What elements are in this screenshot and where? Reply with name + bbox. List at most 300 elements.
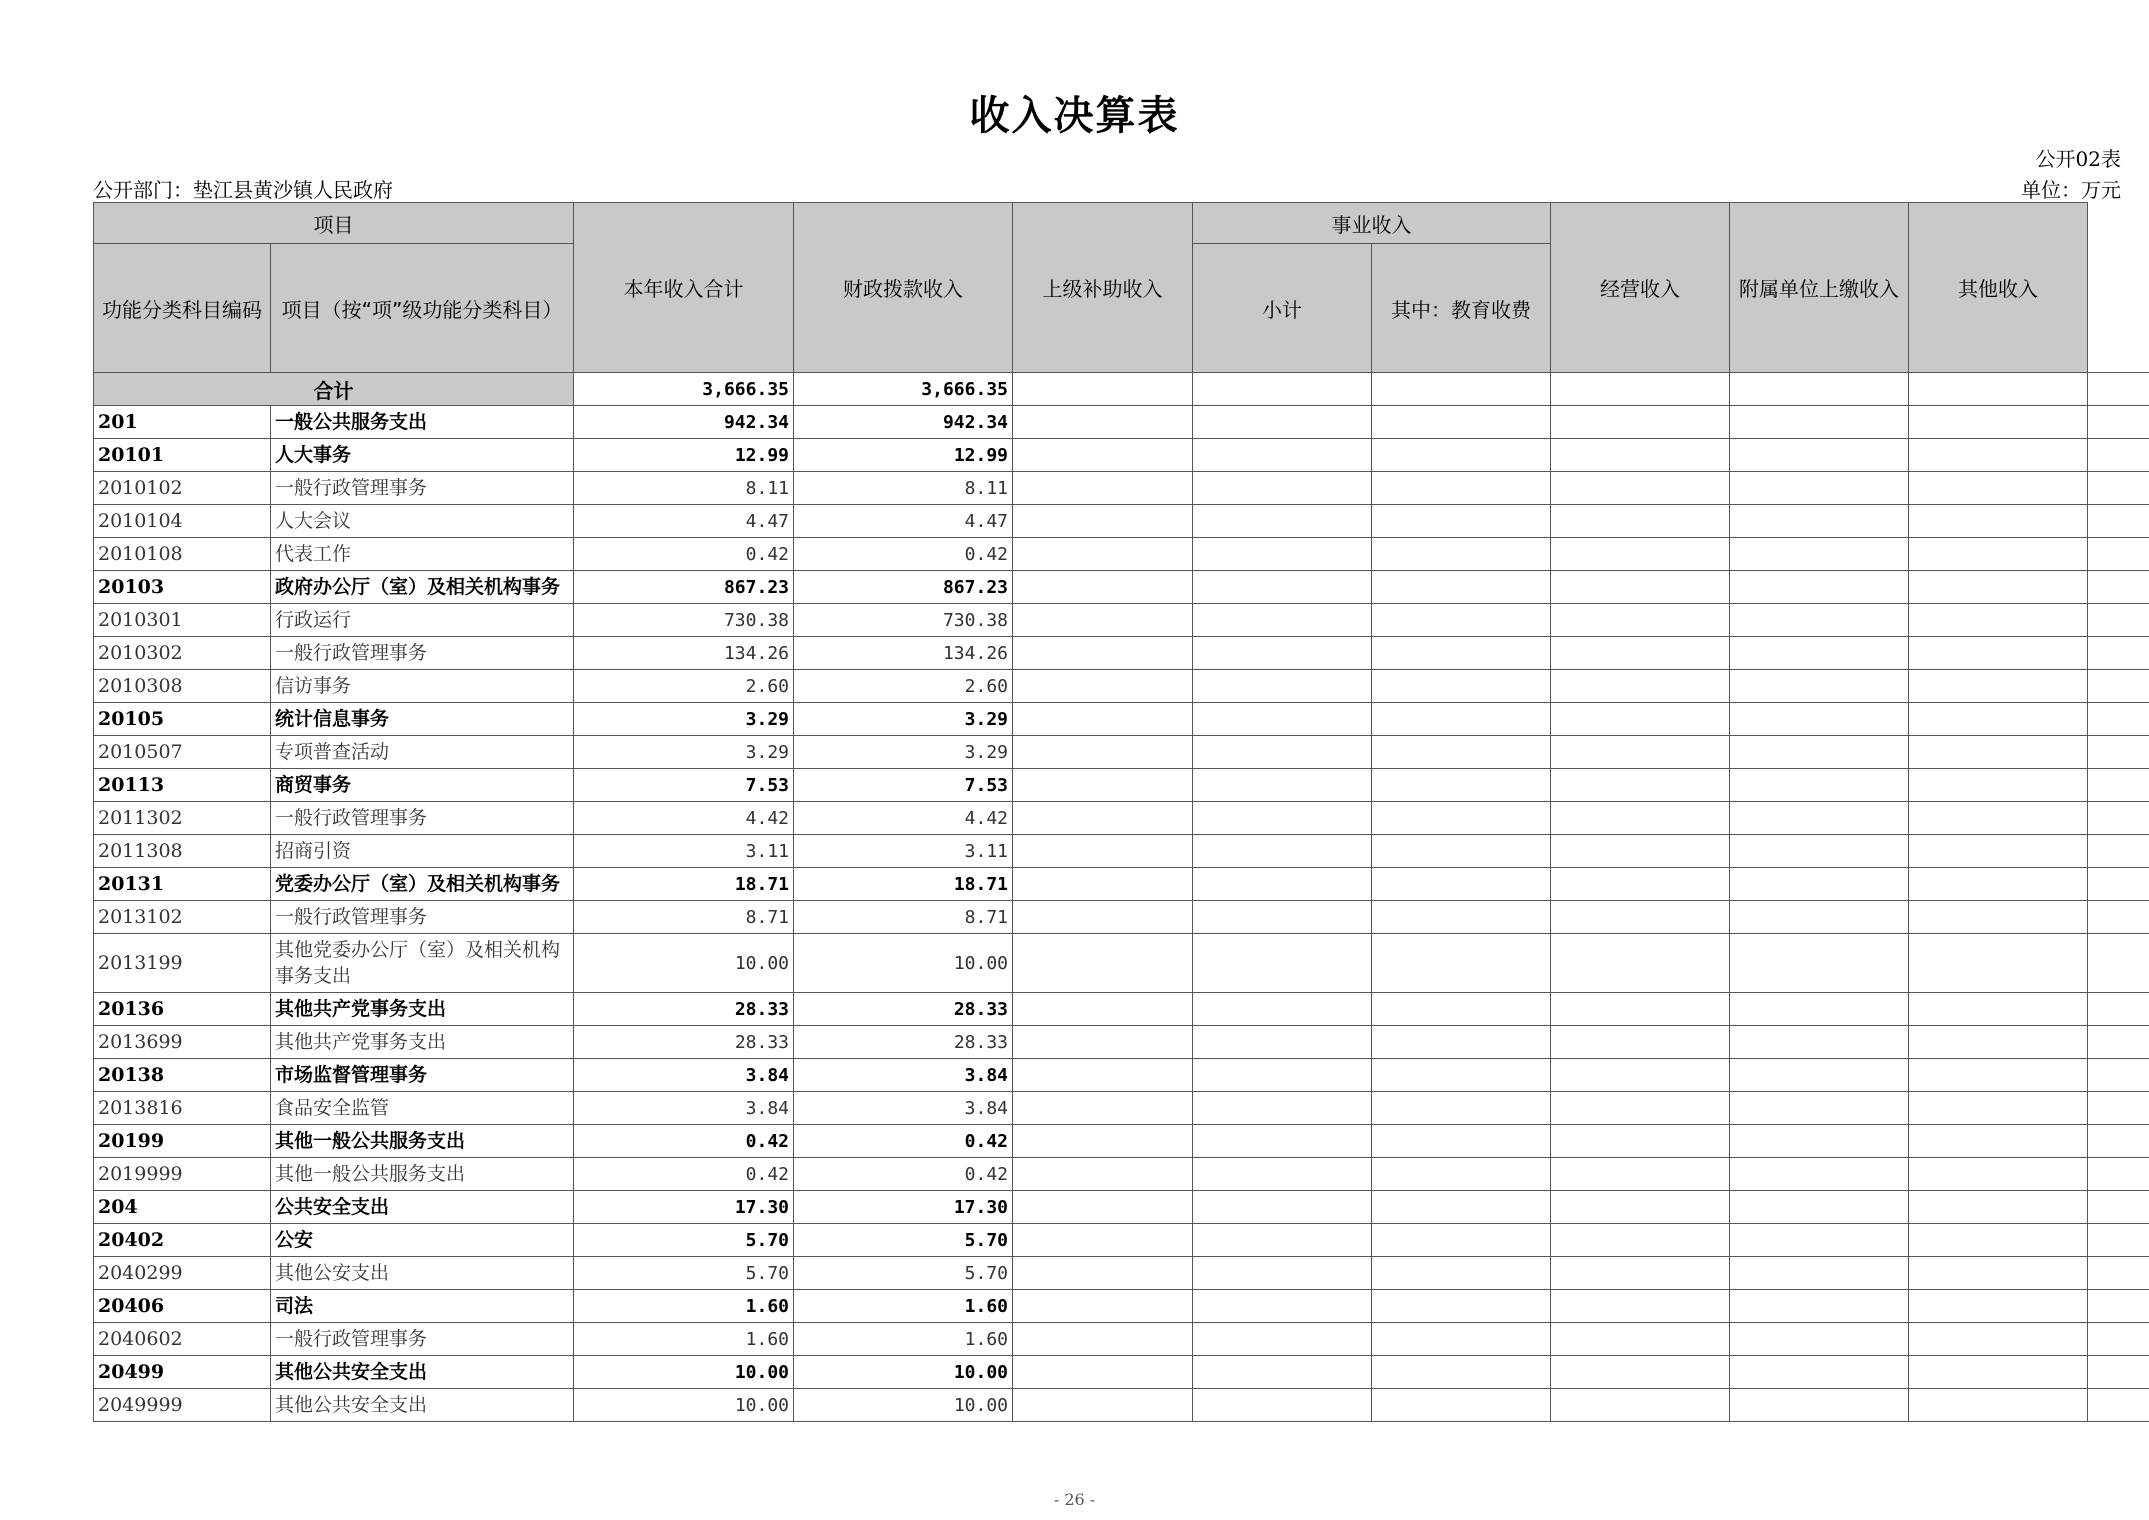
empty-cell	[2088, 835, 2149, 868]
empty-cell	[1551, 472, 1730, 505]
empty-cell	[1730, 670, 1909, 703]
empty-cell	[1730, 802, 1909, 835]
empty-cell	[1013, 538, 1193, 571]
empty-cell	[1193, 1224, 1372, 1257]
empty-cell	[1551, 1389, 1730, 1422]
empty-cell	[1551, 901, 1730, 934]
row-total: 0.42	[574, 1125, 794, 1158]
empty-cell	[1909, 1125, 2088, 1158]
row-fiscal: 730.38	[794, 604, 1013, 637]
table-row	[94, 1356, 2149, 1389]
row-total: 4.42	[574, 802, 794, 835]
empty-cell	[1193, 637, 1372, 670]
empty-cell	[1372, 1290, 1551, 1323]
empty-cell	[1372, 571, 1551, 604]
header-operating: 经营收入	[1551, 203, 1730, 373]
empty-cell	[1193, 1158, 1372, 1191]
table-row	[94, 1125, 2149, 1158]
row-name: 商贸事务	[271, 769, 574, 802]
empty-cell	[1193, 472, 1372, 505]
empty-cell	[1909, 406, 2088, 439]
table-row	[94, 670, 2149, 703]
empty-cell	[1909, 1290, 2088, 1323]
empty-cell	[1730, 637, 1909, 670]
empty-cell	[1013, 1257, 1193, 1290]
empty-cell	[1013, 1224, 1193, 1257]
empty-cell	[2088, 1092, 2149, 1125]
row-code: 2011308	[94, 835, 271, 868]
empty-cell	[1730, 1224, 1909, 1257]
row-fiscal: 18.71	[794, 868, 1013, 901]
row-total: 0.42	[574, 1158, 794, 1191]
empty-cell	[1730, 736, 1909, 769]
empty-cell	[1730, 1323, 1909, 1356]
row-fiscal: 17.30	[794, 1191, 1013, 1224]
empty-cell	[2088, 604, 2149, 637]
empty-cell	[1013, 769, 1193, 802]
page-title: 收入决算表	[969, 93, 1180, 139]
empty-cell	[1193, 538, 1372, 571]
row-total: 867.23	[574, 571, 794, 604]
row-fiscal: 0.42	[794, 1125, 1013, 1158]
total-amount: 3,666.35	[574, 373, 794, 406]
row-name: 其他一般公共服务支出	[271, 1125, 574, 1158]
row-name: 行政运行	[271, 604, 574, 637]
row-total: 5.70	[574, 1224, 794, 1257]
empty-cell	[1193, 1125, 1372, 1158]
header-code: 功能分类科目编码	[94, 244, 271, 373]
empty-cell	[1013, 1026, 1193, 1059]
row-code: 2013199	[94, 934, 271, 993]
row-fiscal: 7.53	[794, 769, 1013, 802]
row-fiscal: 28.33	[794, 993, 1013, 1026]
table-row	[94, 769, 2149, 802]
row-name: 其他一般公共服务支出	[271, 1158, 574, 1191]
empty-cell	[2088, 1158, 2149, 1191]
table-row	[94, 901, 2149, 934]
empty-cell	[1551, 604, 1730, 637]
empty-cell	[2088, 868, 2149, 901]
table-row	[94, 505, 2149, 538]
empty-cell	[2088, 1191, 2149, 1224]
empty-cell	[1551, 1257, 1730, 1290]
empty-cell	[1909, 538, 2088, 571]
empty-cell	[2088, 538, 2149, 571]
empty-cell	[1013, 868, 1193, 901]
empty-cell	[1013, 1125, 1193, 1158]
row-total: 1.60	[574, 1323, 794, 1356]
row-name: 公安	[271, 1224, 574, 1257]
empty-cell	[1193, 802, 1372, 835]
empty-cell	[1551, 1092, 1730, 1125]
empty-cell	[1909, 934, 2088, 993]
empty-cell	[1013, 604, 1193, 637]
empty-cell	[1551, 439, 1730, 472]
empty-cell	[1013, 406, 1193, 439]
row-fiscal: 5.70	[794, 1224, 1013, 1257]
row-total: 8.11	[574, 472, 794, 505]
empty-cell	[1193, 1026, 1372, 1059]
row-code: 2013102	[94, 901, 271, 934]
empty-cell	[1909, 637, 2088, 670]
empty-cell	[1730, 703, 1909, 736]
table-row	[94, 1224, 2149, 1257]
empty-cell	[1013, 703, 1193, 736]
row-total: 28.33	[574, 1026, 794, 1059]
empty-cell	[1730, 1257, 1909, 1290]
empty-cell	[2088, 769, 2149, 802]
row-fiscal: 3.29	[794, 703, 1013, 736]
row-name: 政府办公厅（室）及相关机构事务	[271, 571, 574, 604]
row-name: 人大事务	[271, 439, 574, 472]
row-fiscal: 867.23	[794, 571, 1013, 604]
row-total: 17.30	[574, 1191, 794, 1224]
row-total: 28.33	[574, 993, 794, 1026]
row-name: 食品安全监管	[271, 1092, 574, 1125]
empty-cell	[1372, 835, 1551, 868]
empty-cell	[1372, 868, 1551, 901]
header-education: 其中：教育收费	[1372, 244, 1551, 373]
row-code: 20131	[94, 868, 271, 901]
empty-cell	[1013, 1191, 1193, 1224]
empty-cell	[1193, 736, 1372, 769]
empty-cell	[1372, 1125, 1551, 1158]
row-fiscal: 2.60	[794, 670, 1013, 703]
empty-cell	[1909, 993, 2088, 1026]
row-total: 3.84	[574, 1092, 794, 1125]
row-name: 一般行政管理事务	[271, 901, 574, 934]
empty-cell	[1730, 1125, 1909, 1158]
empty-cell	[1193, 1323, 1372, 1356]
row-fiscal: 3.84	[794, 1092, 1013, 1125]
empty-cell	[1193, 901, 1372, 934]
empty-cell	[2088, 934, 2149, 993]
empty-cell	[1372, 769, 1551, 802]
empty-cell	[1013, 802, 1193, 835]
empty-cell	[1909, 1092, 2088, 1125]
empty-cell	[1372, 1059, 1551, 1092]
table-row	[94, 637, 2149, 670]
row-name: 信访事务	[271, 670, 574, 703]
empty-cell	[1193, 604, 1372, 637]
empty-cell	[1193, 406, 1372, 439]
header-total: 本年收入合计	[574, 203, 794, 373]
empty-cell	[1730, 505, 1909, 538]
empty-cell	[1551, 802, 1730, 835]
table-row	[94, 1257, 2149, 1290]
empty-cell	[1193, 571, 1372, 604]
empty-cell	[1730, 604, 1909, 637]
table-row	[94, 1026, 2149, 1059]
row-total: 0.42	[574, 538, 794, 571]
total-fiscal: 3,666.35	[794, 373, 1013, 406]
empty-cell	[2088, 802, 2149, 835]
empty-cell	[1551, 1158, 1730, 1191]
empty-cell	[1013, 901, 1193, 934]
row-name: 一般行政管理事务	[271, 1323, 574, 1356]
empty-cell	[1193, 1092, 1372, 1125]
row-total: 730.38	[574, 604, 794, 637]
table-row	[94, 1092, 2149, 1125]
empty-cell	[2088, 703, 2149, 736]
table-row	[94, 439, 2149, 472]
row-code: 2013699	[94, 1026, 271, 1059]
empty-cell	[2088, 1224, 2149, 1257]
header-subtotal: 小计	[1193, 244, 1372, 373]
empty-cell	[1730, 406, 1909, 439]
empty-cell	[1909, 1356, 2088, 1389]
empty-cell	[1372, 1158, 1551, 1191]
row-fiscal: 1.60	[794, 1290, 1013, 1323]
empty-cell	[1193, 703, 1372, 736]
empty-cell	[1193, 934, 1372, 993]
row-fiscal: 28.33	[794, 1026, 1013, 1059]
row-fiscal: 10.00	[794, 1389, 1013, 1422]
row-fiscal: 8.71	[794, 901, 1013, 934]
row-total: 942.34	[574, 406, 794, 439]
table-row	[94, 835, 2149, 868]
empty-cell	[1193, 769, 1372, 802]
empty-cell	[1193, 670, 1372, 703]
empty-cell	[2088, 1389, 2149, 1422]
row-fiscal: 942.34	[794, 406, 1013, 439]
row-total: 12.99	[574, 439, 794, 472]
empty-cell	[2088, 993, 2149, 1026]
row-code: 2010102	[94, 472, 271, 505]
empty-cell	[1372, 637, 1551, 670]
empty-cell	[1551, 406, 1730, 439]
empty-cell	[1193, 868, 1372, 901]
empty-cell	[1909, 472, 2088, 505]
row-name: 其他共产党事务支出	[271, 1026, 574, 1059]
empty-cell	[1730, 901, 1909, 934]
empty-cell	[1193, 993, 1372, 1026]
empty-cell	[1551, 993, 1730, 1026]
empty-cell	[1193, 835, 1372, 868]
empty-cell	[1730, 1290, 1909, 1323]
row-code: 2010308	[94, 670, 271, 703]
table-row	[94, 1059, 2149, 1092]
row-fiscal: 1.60	[794, 1323, 1013, 1356]
empty-cell	[1013, 736, 1193, 769]
row-total: 2.60	[574, 670, 794, 703]
row-name: 司法	[271, 1290, 574, 1323]
row-name: 代表工作	[271, 538, 574, 571]
empty-cell	[1909, 1026, 2088, 1059]
empty-cell	[1909, 1389, 2088, 1422]
empty-cell	[1193, 1257, 1372, 1290]
empty-cell	[1909, 802, 2088, 835]
empty-cell	[1730, 934, 1909, 993]
empty-cell	[1372, 406, 1551, 439]
row-fiscal: 3.29	[794, 736, 1013, 769]
empty-cell	[1551, 703, 1730, 736]
total-label: 合计	[94, 373, 574, 406]
row-name: 专项普查活动	[271, 736, 574, 769]
empty-cell	[1730, 571, 1909, 604]
empty-cell	[1551, 1224, 1730, 1257]
table-row	[94, 1323, 2149, 1356]
row-code: 20113	[94, 769, 271, 802]
empty-cell	[2088, 406, 2149, 439]
empty-cell	[1551, 1290, 1730, 1323]
table-row	[94, 538, 2149, 571]
row-name: 一般行政管理事务	[271, 472, 574, 505]
row-code: 201	[94, 406, 271, 439]
empty-cell	[1551, 1323, 1730, 1356]
row-code: 2010108	[94, 538, 271, 571]
empty-cell	[1013, 993, 1193, 1026]
empty-cell	[1551, 1026, 1730, 1059]
row-code: 20138	[94, 1059, 271, 1092]
table-row	[94, 934, 2149, 993]
row-code: 2010104	[94, 505, 271, 538]
empty-cell	[1909, 1323, 2088, 1356]
page-number: - 26 -	[1053, 1490, 1096, 1509]
row-total: 10.00	[574, 934, 794, 993]
empty-cell	[1909, 769, 2088, 802]
table-row	[94, 472, 2149, 505]
empty-cell	[1551, 868, 1730, 901]
row-fiscal: 10.00	[794, 934, 1013, 993]
empty-cell	[1909, 1224, 2088, 1257]
row-code: 2040299	[94, 1257, 271, 1290]
table-row	[94, 993, 2149, 1026]
empty-cell	[1730, 993, 1909, 1026]
empty-cell	[1909, 703, 2088, 736]
empty-cell	[1193, 505, 1372, 538]
empty-cell	[1372, 1356, 1551, 1389]
empty-cell	[1909, 901, 2088, 934]
empty-cell	[1013, 637, 1193, 670]
row-name: 公共安全支出	[271, 1191, 574, 1224]
empty-cell	[1372, 703, 1551, 736]
empty-cell	[2088, 670, 2149, 703]
table-number: 公开02表	[2035, 147, 2121, 171]
empty-cell	[1372, 439, 1551, 472]
empty-cell	[2088, 571, 2149, 604]
row-code: 20406	[94, 1290, 271, 1323]
row-code: 204	[94, 1191, 271, 1224]
table-row	[94, 703, 2149, 736]
row-code: 20105	[94, 703, 271, 736]
row-code: 2040602	[94, 1323, 271, 1356]
empty-cell	[2088, 1026, 2149, 1059]
row-fiscal: 134.26	[794, 637, 1013, 670]
row-name: 人大会议	[271, 505, 574, 538]
empty-cell	[2088, 472, 2149, 505]
income-table	[93, 202, 2149, 1422]
empty-cell	[1372, 1191, 1551, 1224]
header-superior: 上级补助收入	[1013, 203, 1193, 373]
empty-cell	[1909, 736, 2088, 769]
header-row-1	[94, 203, 2149, 244]
header-affiliated: 附属单位上缴收入	[1730, 203, 1909, 373]
empty-cell	[2088, 1059, 2149, 1092]
empty-cell	[2088, 1290, 2149, 1323]
empty-cell	[1372, 802, 1551, 835]
row-fiscal: 8.11	[794, 472, 1013, 505]
empty-cell	[1372, 1092, 1551, 1125]
empty-cell	[1909, 604, 2088, 637]
row-fiscal: 0.42	[794, 538, 1013, 571]
empty-cell	[1551, 637, 1730, 670]
row-name: 一般公共服务支出	[271, 406, 574, 439]
table-row	[94, 868, 2149, 901]
empty-cell	[1551, 934, 1730, 993]
empty-cell	[1013, 835, 1193, 868]
row-name: 其他共产党事务支出	[271, 993, 574, 1026]
empty-cell	[2088, 1257, 2149, 1290]
row-name: 其他公共安全支出	[271, 1389, 574, 1422]
empty-cell	[1551, 538, 1730, 571]
empty-cell	[1730, 538, 1909, 571]
empty-cell	[1372, 736, 1551, 769]
row-fiscal: 4.42	[794, 802, 1013, 835]
empty-cell	[1372, 1257, 1551, 1290]
row-code: 20101	[94, 439, 271, 472]
row-total: 8.71	[574, 901, 794, 934]
empty-cell	[1372, 934, 1551, 993]
row-name: 其他公安支出	[271, 1257, 574, 1290]
row-fiscal: 5.70	[794, 1257, 1013, 1290]
empty-cell	[1372, 1224, 1551, 1257]
empty-cell	[1909, 439, 2088, 472]
row-total: 18.71	[574, 868, 794, 901]
row-code: 2013816	[94, 1092, 271, 1125]
empty-cell	[1013, 1059, 1193, 1092]
empty-cell	[1730, 439, 1909, 472]
row-fiscal: 3.84	[794, 1059, 1013, 1092]
empty-cell	[2088, 901, 2149, 934]
empty-cell	[1730, 1158, 1909, 1191]
empty-cell	[1372, 670, 1551, 703]
department-label: 公开部门：垫江县黄沙镇人民政府	[93, 178, 393, 202]
empty-cell	[1013, 439, 1193, 472]
header-business: 事业收入	[1193, 203, 1551, 244]
total-row	[94, 373, 2149, 406]
empty-cell	[1730, 1026, 1909, 1059]
empty-cell	[2088, 439, 2149, 472]
empty-cell	[1013, 670, 1193, 703]
table-row	[94, 802, 2149, 835]
empty-cell	[1551, 670, 1730, 703]
row-total: 3.29	[574, 736, 794, 769]
row-code: 2010302	[94, 637, 271, 670]
empty-cell	[1551, 769, 1730, 802]
row-name: 一般行政管理事务	[271, 802, 574, 835]
row-code: 2010507	[94, 736, 271, 769]
empty-cell	[1909, 571, 2088, 604]
row-total: 5.70	[574, 1257, 794, 1290]
empty-cell	[1909, 1191, 2088, 1224]
empty-cell	[1372, 1026, 1551, 1059]
table-row	[94, 1158, 2149, 1191]
empty-cell	[1372, 1389, 1551, 1422]
empty-cell	[1372, 993, 1551, 1026]
empty-cell	[1909, 505, 2088, 538]
row-name: 党委办公厅（室）及相关机构事务	[271, 868, 574, 901]
row-code: 20136	[94, 993, 271, 1026]
empty-cell	[2088, 505, 2149, 538]
row-fiscal: 12.99	[794, 439, 1013, 472]
row-total: 10.00	[574, 1389, 794, 1422]
row-code: 20199	[94, 1125, 271, 1158]
empty-cell	[1730, 1389, 1909, 1422]
unit-label: 单位：万元	[2021, 178, 2121, 202]
empty-cell	[1013, 1092, 1193, 1125]
row-total: 3.29	[574, 703, 794, 736]
